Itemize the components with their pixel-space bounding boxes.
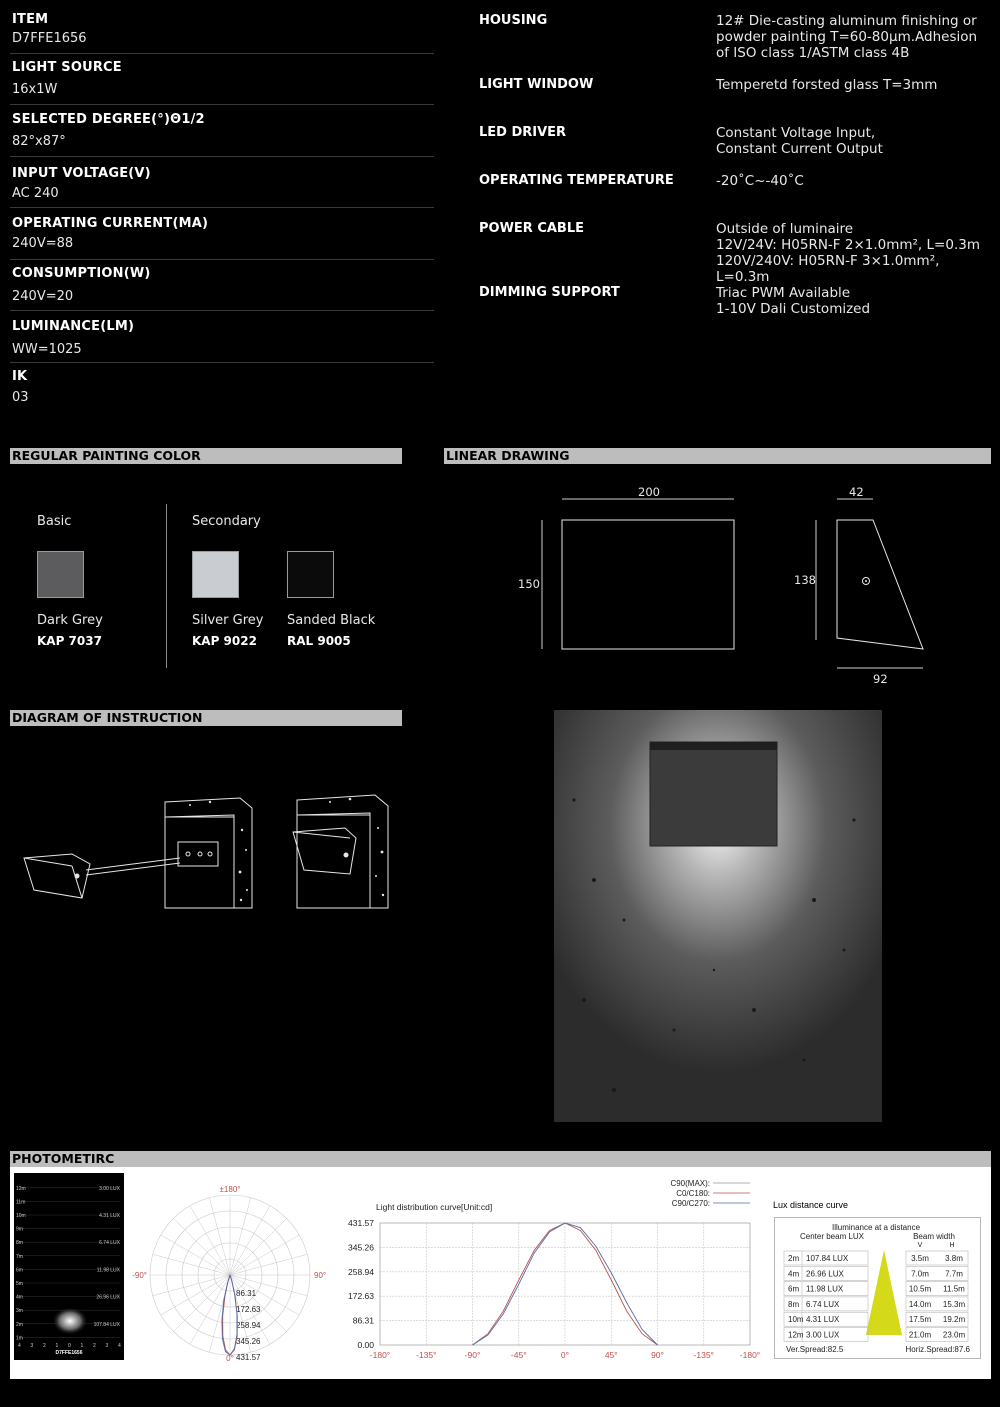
lux-table-v: 10.5m [908, 1284, 932, 1294]
lux-table-distance: 10m [788, 1315, 804, 1325]
mounting-arm [86, 858, 180, 870]
spec-label-luminance: LUMINANCE(LM) [12, 319, 135, 334]
isolux-row-label: 11m [16, 1199, 26, 1206]
lux-table-hor-spread: Horiz.Spread:87.6 [905, 1345, 970, 1354]
isolux-panel [14, 1173, 124, 1360]
polar-ring-label: 172.63 [236, 1305, 261, 1314]
isolux-lux-label: 107.84 LUX [93, 1321, 120, 1328]
curve-x-tick: -90° [464, 1350, 481, 1360]
detail-value-power-cable [716, 221, 996, 285]
lux-table-v: 21.0m [908, 1330, 932, 1340]
polar-spoke [161, 1275, 230, 1315]
lux-table-distance: 6m [788, 1284, 800, 1294]
isolux-row-label: 3m [16, 1308, 23, 1315]
curve-x-tick: 45° [604, 1350, 618, 1360]
isolux-row-label: 6m [16, 1267, 23, 1274]
polar-ring-label: 431.57 [236, 1353, 261, 1362]
spec-value-input-voltage: AC 240 [12, 186, 59, 201]
swatch-dark-grey [37, 551, 84, 598]
section-bar-instruction: DIAGRAM OF INSTRUCTION [10, 710, 402, 726]
detail-line: Constant Voltage Input, [716, 125, 876, 141]
isolux-row-label: 10m [16, 1213, 26, 1219]
polar-spoke [230, 1218, 287, 1275]
polar-spoke [173, 1275, 230, 1332]
wall-block-2 [297, 795, 388, 908]
side-view-outline [837, 520, 923, 649]
distribution-curve-chart [340, 1172, 760, 1364]
fixture-top [650, 742, 777, 750]
lux-table-lux: 11.98 LUX [806, 1284, 844, 1294]
lux-table-distance: 8m [788, 1299, 800, 1309]
swatch-silver-grey [192, 551, 239, 598]
detail-line: of ISO class 1/ASTM class 4B [716, 45, 910, 61]
polar-label-bottom: 0° [226, 1354, 234, 1363]
isolux-row-label: 5m [16, 1281, 23, 1287]
lux-table-title: Illuminance at a distance [831, 1223, 921, 1232]
lux-table-v: 14.0m [908, 1299, 932, 1309]
curve-legend-label: C0/C180: [676, 1189, 710, 1198]
isolux-lux-label: 6.74 LUX [99, 1240, 120, 1247]
polar-spoke [173, 1218, 230, 1275]
detail-line: 120V/240V: H05RN-F 3×1.0mm², L=0.3m [716, 253, 940, 285]
detail-line: powder painting T=60-80μm.Adhesion [716, 29, 978, 45]
isolux-lux-label: 3.00 LUX [99, 1185, 120, 1192]
section-bar-photometric: PHOTOMETIRC [10, 1151, 991, 1167]
swatch-code-sanded-black: RAL 9005 [287, 634, 351, 648]
divider [10, 156, 434, 157]
lux-table-col-h: H [949, 1242, 955, 1249]
lux-table-distance: 4m [788, 1269, 800, 1279]
spec-label-ik: IK [12, 369, 28, 384]
section-bar-linear-drawing: LINEAR DRAWING [444, 448, 991, 464]
dim-front-height: 150 [518, 577, 540, 591]
isolux-row-label: 8m [16, 1240, 23, 1247]
detail-value-light-window [716, 77, 996, 93]
isolux-x-tick: 2 [93, 1343, 96, 1349]
lux-table-v: 3.5m [911, 1254, 929, 1263]
dim-front-width: 200 [638, 485, 660, 499]
lux-table-col-center: Center beam LUX [799, 1232, 865, 1241]
fixture-body [650, 742, 777, 846]
polar-ring-label: 345.26 [236, 1337, 261, 1346]
lux-table-col-beam: Beam width [913, 1232, 955, 1241]
isolux-row-label: 1m [16, 1335, 23, 1342]
spec-label-consumption: CONSUMPTION(W) [12, 266, 151, 281]
isolux-grid [14, 1173, 124, 1360]
curve-title: Light distribution curve[Unit:cd] [376, 1202, 493, 1212]
isolux-x-tick: 3 [30, 1343, 34, 1349]
swatch-code-silver-grey: KAP 9022 [192, 634, 257, 648]
detail-label-operating-temperature: OPERATING TEMPERATURE [479, 173, 674, 188]
spec-value-item: D7FFE1656 [12, 31, 87, 46]
isolux-lux-label: 26.96 LUX [96, 1294, 120, 1301]
instruction-diagram [10, 780, 410, 915]
divider [10, 362, 434, 363]
lux-table-lux: 26.96 LUX [806, 1269, 844, 1279]
curve-x-tick: -135° [693, 1350, 714, 1360]
lux-table-lux: 4.31 LUX [806, 1315, 840, 1325]
curve-y-tick: 86.31 [352, 1315, 374, 1326]
section-bar-painting: REGULAR PAINTING COLOR [10, 448, 402, 464]
isolux-x-tick: 0 [68, 1343, 71, 1349]
lux-table-h: 3.8m [945, 1254, 963, 1263]
detail-line: Temperetd forsted glass T=3mm [716, 77, 938, 93]
polar-ring-label: 86.31 [236, 1289, 257, 1298]
isolux-row-label: 2m [16, 1321, 23, 1328]
lux-table-v: 17.5m [908, 1315, 932, 1325]
polar-spoke [153, 1275, 230, 1296]
curve-legend-label: C90(MAX): [670, 1179, 710, 1188]
divider [10, 259, 434, 260]
lux-table-distance: 2m [788, 1254, 800, 1263]
swatch-sanded-black [287, 551, 334, 598]
curve-y-tick: 172.63 [348, 1291, 374, 1302]
detail-label-power-cable: POWER CABLE [479, 221, 585, 236]
lux-table-h: 19.2m [942, 1315, 966, 1325]
isolux-x-tick: 4 [118, 1343, 121, 1349]
detail-line: Outside of luminaire [716, 221, 854, 237]
isolux-lux-label: 4.31 LUX [99, 1213, 120, 1219]
polar-spoke [209, 1198, 230, 1275]
lux-table-lux: 107.84 LUX [806, 1254, 849, 1263]
isolux-x-tick: 3 [105, 1343, 109, 1349]
spec-value-light-source: 16x1W [12, 82, 58, 97]
lux-table-h: 11.5m [943, 1284, 965, 1294]
divider [10, 207, 434, 208]
detail-line: Triac PWM Available [716, 285, 851, 301]
curve-x-tick: -180° [369, 1350, 391, 1360]
detail-line: 1-10V Dali Customized [716, 301, 871, 317]
lux-distance-table [774, 1217, 982, 1359]
polar-label-right: 90° [314, 1271, 327, 1280]
spec-label-degree: SELECTED DEGREE(°)Θ1/2 [12, 112, 205, 127]
detail-value-operating-temperature [716, 173, 996, 189]
polar-chart [130, 1185, 340, 1365]
polar-spoke [230, 1235, 299, 1275]
curve-x-tick: -135° [416, 1350, 437, 1360]
swatch-name-dark-grey: Dark Grey [37, 613, 103, 628]
polar-label-top: ±180° [219, 1185, 241, 1194]
lux-table-lux: 6.74 LUX [806, 1299, 840, 1309]
lux-table-h: 15.3m [942, 1299, 966, 1309]
swatch-code-dark-grey: KAP 7037 [37, 634, 102, 648]
detail-label-led-driver: LED DRIVER [479, 125, 567, 140]
spec-label-light-source: LIGHT SOURCE [12, 60, 122, 75]
curve-y-tick: 0.00 [357, 1340, 374, 1350]
swatch-divider [166, 504, 167, 668]
spec-value-consumption: 240V=20 [12, 289, 74, 304]
curve-y-tick: 431.57 [348, 1218, 374, 1228]
lux-table-col-v: V [917, 1242, 923, 1249]
swatch-group-basic: Basic [37, 514, 72, 529]
detail-line: 12# Die-casting aluminum finishing or [716, 13, 977, 29]
spec-label-operating-current: OPERATING CURRENT(MA) [12, 216, 209, 231]
isolux-row-label: 9m [16, 1226, 23, 1233]
isolux-lux-label: 11.98 LUX [96, 1267, 120, 1274]
detail-label-light-window: LIGHT WINDOW [479, 77, 594, 92]
swatch-group-secondary: Secondary [192, 514, 261, 529]
lux-distance-title: Lux distance curve [773, 1200, 849, 1210]
detail-label-dimming-support: DIMMING SUPPORT [479, 285, 620, 300]
curve-y-tick: 258.94 [348, 1266, 374, 1277]
curve-y-tick: 345.26 [348, 1242, 374, 1253]
isolux-x-tick: 2 [43, 1343, 46, 1349]
polar-spoke [190, 1206, 230, 1275]
isolux-row-label: 7m [16, 1253, 23, 1260]
isolux-x-tick: 4 [18, 1343, 21, 1349]
lux-table-distance: 12m [788, 1330, 804, 1340]
spec-value-luminance: WW=1025 [12, 342, 82, 357]
curve-x-tick: -45° [510, 1350, 527, 1360]
lux-table-ver-spread: Ver.Spread:82.5 [786, 1345, 844, 1354]
dim-side-height: 138 [794, 573, 816, 587]
screw-center [865, 580, 867, 582]
lux-table-v: 7.0m [911, 1269, 929, 1279]
spec-value-ik: 03 [12, 390, 29, 405]
isolux-x-tick: 1 [80, 1343, 84, 1349]
polar-spoke [161, 1235, 230, 1275]
curve-x-tick: -180° [739, 1350, 760, 1360]
polar-spoke [230, 1254, 307, 1275]
isolux-x-tick: 1 [55, 1343, 59, 1349]
dim-side-top: 42 [849, 485, 864, 499]
curve-x-tick: 0° [560, 1350, 570, 1360]
polar-spoke [153, 1254, 230, 1275]
lux-table-h: 7.7m [945, 1269, 963, 1279]
front-view-outline [562, 520, 734, 649]
spec-label-input-voltage: INPUT VOLTAGE(V) [12, 166, 151, 181]
detail-line: -20˚C~-40˚C [716, 173, 804, 189]
isolux-light-spot [52, 1307, 88, 1335]
divider [10, 310, 434, 311]
detail-value-led-driver [716, 125, 996, 157]
curve-x-tick: 90° [651, 1350, 664, 1360]
swatch-name-silver-grey: Silver Grey [192, 613, 264, 628]
polar-spoke [190, 1275, 230, 1344]
curve-legend-label: C90/C270: [671, 1199, 710, 1208]
divider [10, 53, 434, 54]
isolux-row-label: 12m [16, 1185, 26, 1192]
polar-spoke [230, 1198, 251, 1275]
polar-label-left: -90° [132, 1271, 147, 1280]
polar-spoke [230, 1206, 270, 1275]
lux-table-lux: 3.00 LUX [806, 1330, 840, 1340]
detail-value-housing [716, 13, 996, 61]
isolux-model-label: D7FFE1656 [55, 1350, 83, 1356]
spec-value-operating-current: 240V=88 [12, 236, 74, 251]
detail-line: 12V/24V: H05RN-F 2×1.0mm², L=0.3m [716, 237, 980, 253]
swatch-name-sanded-black: Sanded Black [287, 613, 376, 628]
divider [10, 104, 434, 105]
spec-label-item: ITEM [12, 12, 49, 27]
detail-line: Constant Current Output [716, 141, 883, 157]
spec-value-degree: 82°x87° [12, 134, 66, 149]
dim-side-bottom: 92 [873, 672, 888, 686]
polar-ring-label: 258.94 [236, 1321, 261, 1330]
lux-table-h: 23.0m [942, 1330, 966, 1340]
product-photo [554, 710, 882, 1122]
detail-value-dimming-support [716, 285, 996, 317]
detail-label-housing: HOUSING [479, 13, 548, 28]
isolux-row-label: 4m [16, 1294, 23, 1301]
